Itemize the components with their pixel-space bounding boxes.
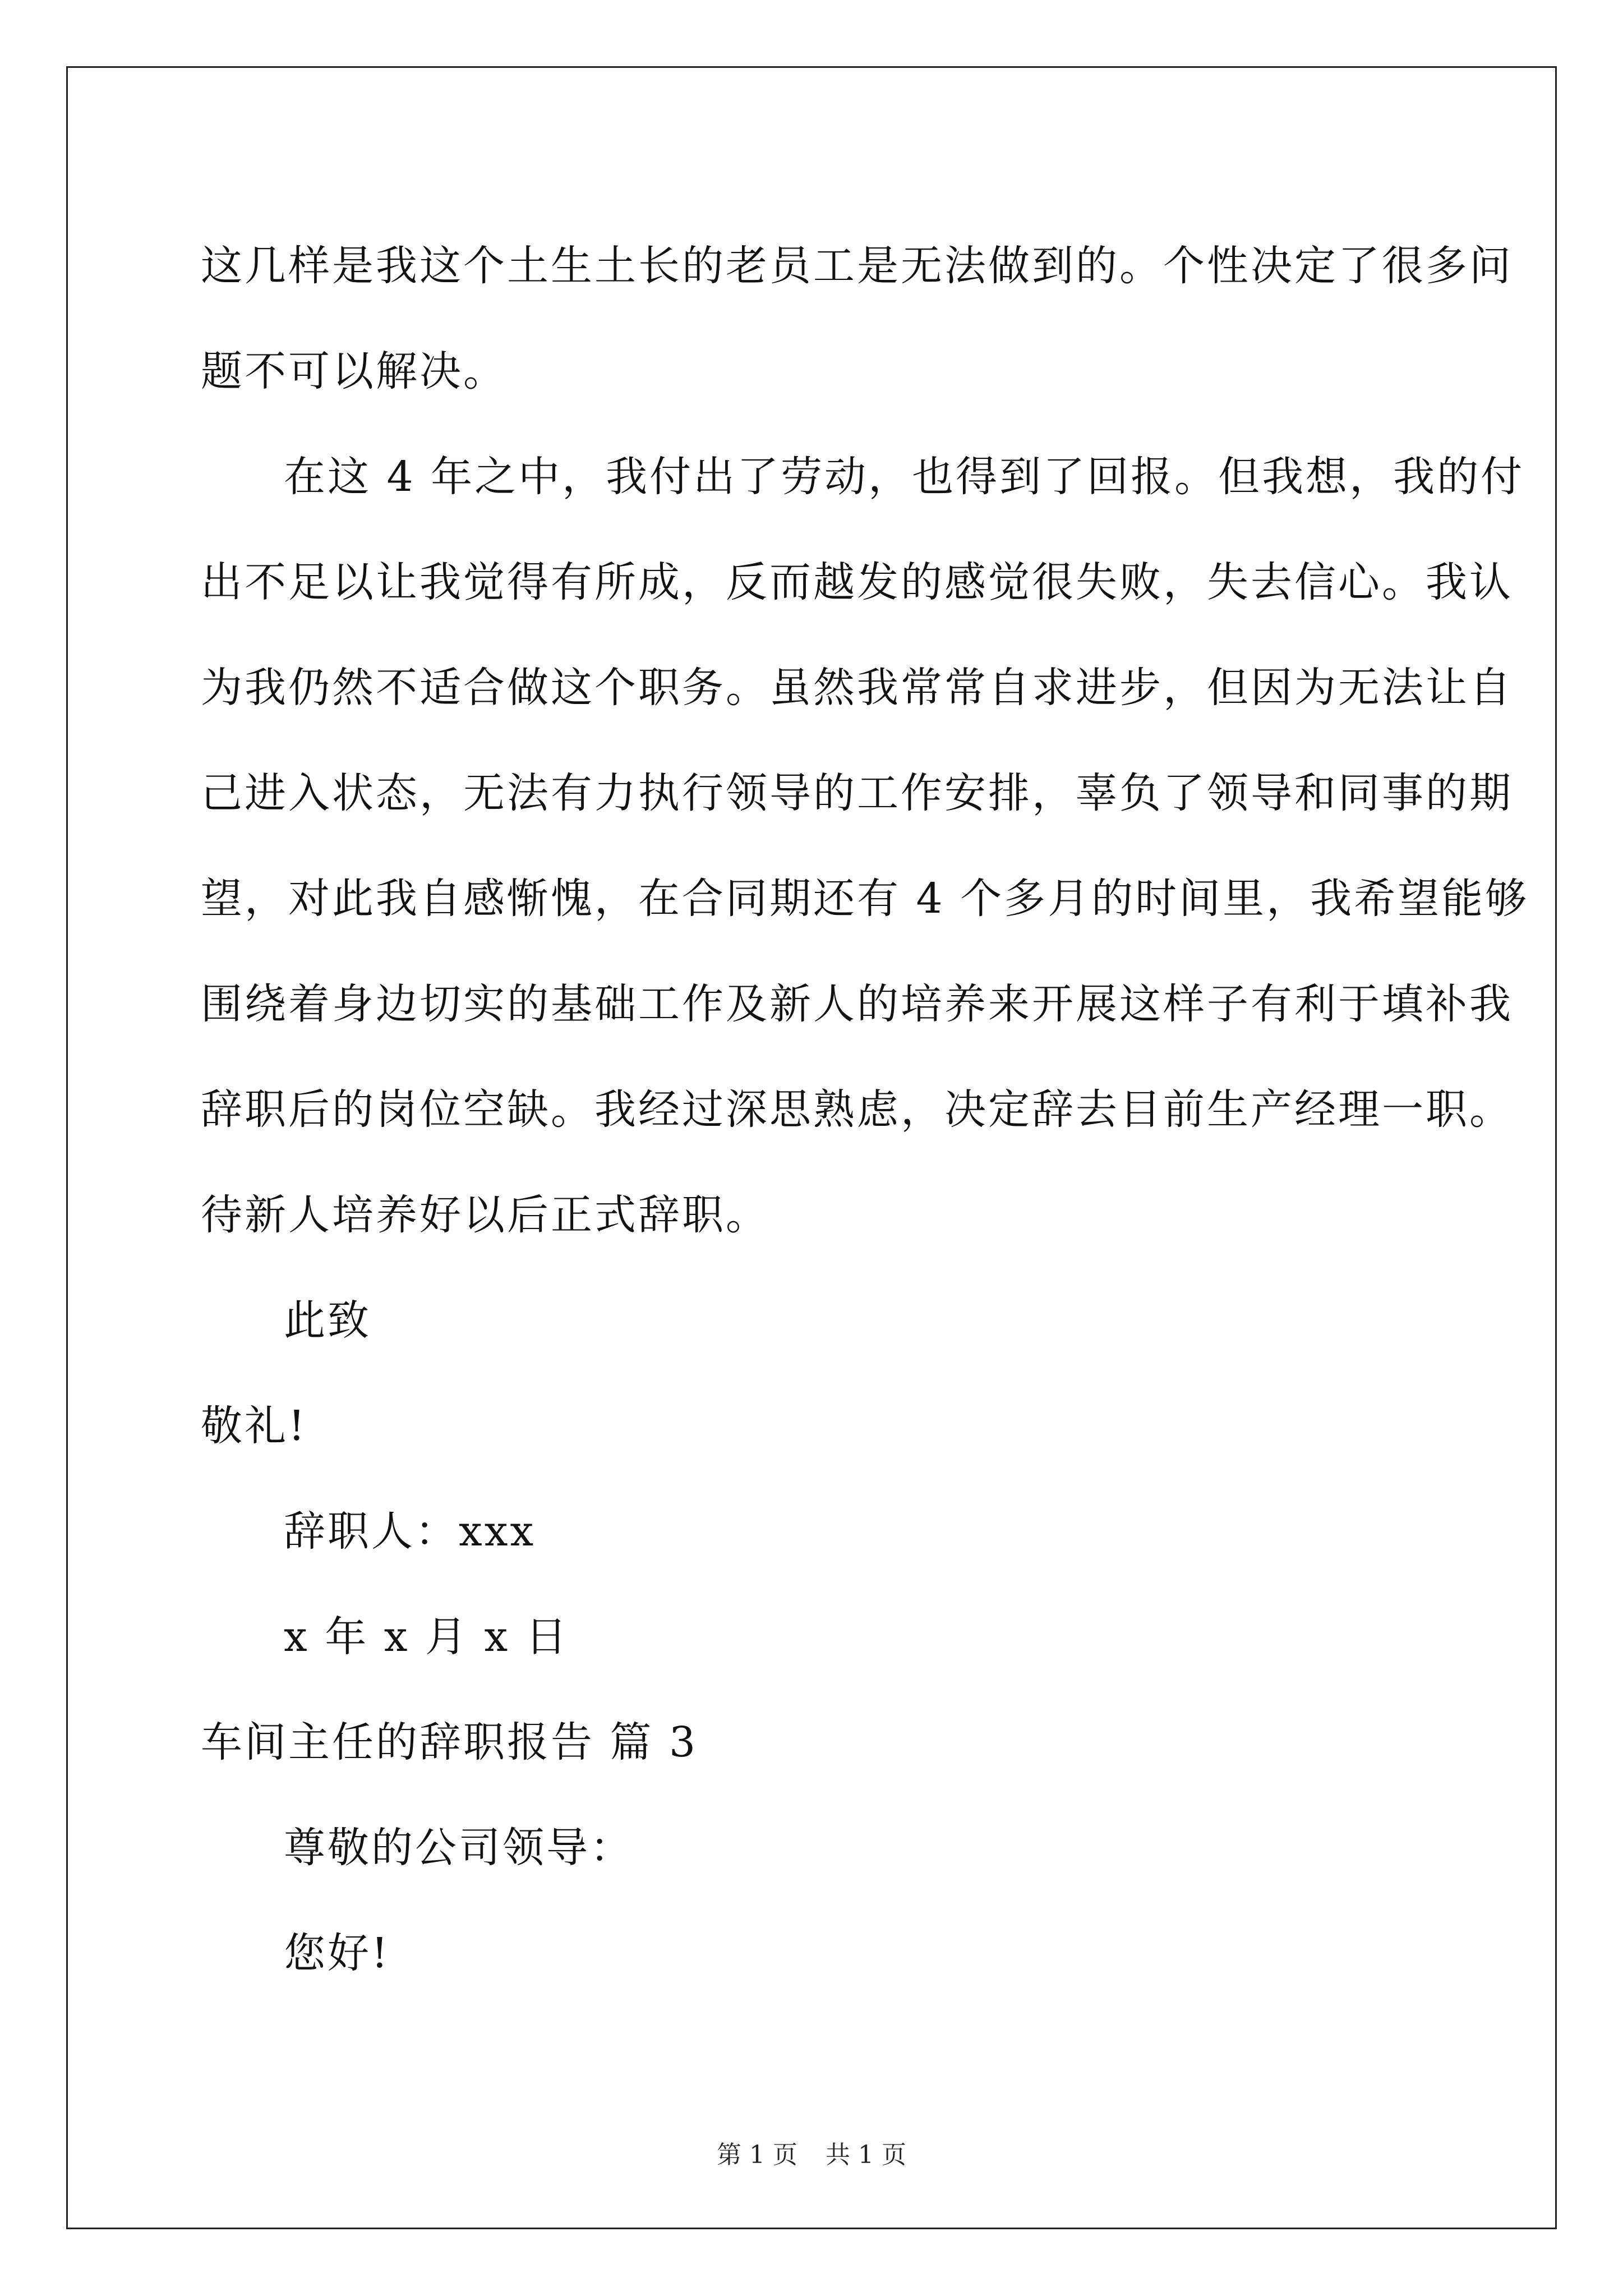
closing-regards: 敬礼! xyxy=(201,1402,307,1450)
section-heading: 车间主任的辞职报告 篇 3 xyxy=(201,1718,698,1766)
text-line: 待新人培养好以后正式辞职。 xyxy=(201,1191,769,1239)
text-line: 在这 4 年之中，我付出了劳动，也得到了回报。但我想，我的付 xyxy=(284,453,1525,501)
signature-date: x 年 x 月 x 日 xyxy=(284,1613,569,1661)
text-line: 这几样是我这个土生土长的老员工是无法做到的。个性决定了很多问 xyxy=(201,242,1513,290)
text-line: 围绕着身边切实的基础工作及新人的培养来开展这样子有利于填补我 xyxy=(201,980,1513,1028)
text-line: 题不可以解决。 xyxy=(201,347,507,395)
closing-salutation: 此致 xyxy=(284,1296,371,1345)
text-line: 辞职后的岗位空缺。我经过深思熟虑，决定辞去目前生产经理一职。 xyxy=(201,1085,1513,1134)
signature-name: 辞职人：xxx xyxy=(284,1507,536,1556)
greeting-recipient: 尊敬的公司领导： xyxy=(284,1824,634,1872)
page-number-current: 第 1 页 xyxy=(717,2141,797,2169)
page-footer xyxy=(0,2138,1623,2172)
text-line: 为我仍然不适合做这个职务。虽然我常常自求进步，但因为无法让自 xyxy=(201,664,1513,712)
page-number-total: 共 1 页 xyxy=(826,2141,906,2169)
greeting: 您好! xyxy=(284,1929,390,1977)
text-line: 望，对此我自感惭愧，在合同期还有 4 个多月的时间里，我希望能够 xyxy=(201,875,1529,923)
text-line: 出不足以让我觉得有所成，反而越发的感觉很失败，失去信心。我认 xyxy=(201,558,1513,606)
text-line: 己进入状态，无法有力执行领导的工作安排，辜负了领导和同事的期 xyxy=(201,769,1513,817)
document-body xyxy=(201,213,1529,2006)
